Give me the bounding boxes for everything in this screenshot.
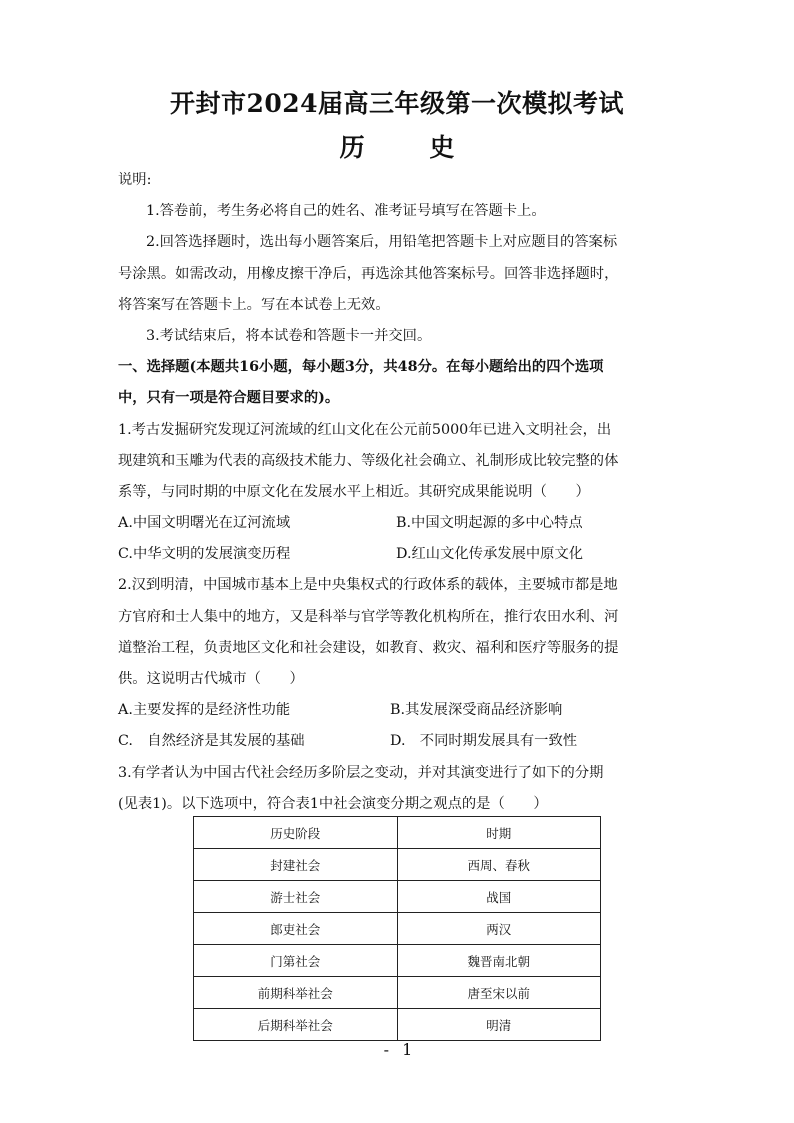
question-3-text: (见表1)。以下选项中，符合表1中社会演变分期之观点的是（ ）: [118, 795, 548, 812]
question-2-text: 道整治工程，负责地区文化和社会建设，如教育、救灾、福利和医疗等服务的提: [118, 639, 619, 656]
table-header-cell: 时期: [397, 817, 601, 849]
table-cell: 游士社会: [194, 881, 398, 913]
question-2-text: 2.汉到明清，中国城市基本上是中央集权式的行政体系的载体，主要城市都是地: [118, 577, 618, 594]
question-3-text: 3.有学者认为中国古代社会经历多阶层之变动，并对其演变进行了如下的分期: [118, 764, 604, 781]
instructions-label: 说明:: [118, 172, 152, 188]
table-row: [194, 881, 601, 913]
option-b: B.中国文明起源的多中心特点: [396, 515, 583, 532]
table-row: [194, 977, 601, 1009]
option-d: D.红山文化传承发展中原文化: [396, 546, 584, 563]
table-cell: 前期科举社会: [194, 977, 398, 1009]
table-row: [194, 849, 601, 881]
question-2-options-row: [118, 726, 686, 757]
question-1-options-row: [118, 539, 686, 570]
table-header-cell: 历史阶段: [194, 817, 398, 849]
table-header-row: [194, 817, 601, 849]
table-cell: 两汉: [397, 913, 601, 945]
page-number: - 1: [383, 1040, 417, 1059]
table-cell: 战国: [397, 881, 601, 913]
table-cell: 魏晋南北朝: [397, 945, 601, 977]
option-d: D. 不同时期发展具有一致性: [390, 733, 578, 750]
option-a: A.中国文明曙光在辽河流域: [118, 515, 291, 532]
instruction-line: 3.考试结束后，将本试卷和答题卡一并交回。: [146, 327, 432, 344]
instruction-line: 将答案写在答题卡上。写在本试卷上无效。: [118, 296, 390, 313]
table-cell: 封建社会: [194, 849, 398, 881]
instruction-line: 1.答卷前，考生务必将自己的姓名、准考证号填写在答题卡上。: [146, 203, 546, 220]
table-row: [194, 945, 601, 977]
instruction-line: 号涂黑。如需改动，用橡皮擦干净后，再选涂其他答案标号。回答非选择题时，: [118, 265, 619, 282]
exam-content: [118, 165, 686, 820]
table-cell: 明清: [397, 1009, 601, 1041]
question-1-text: 现建筑和玉雕为代表的高级技术能力、等级化社会确立、礼制形成比较完整的体: [118, 452, 619, 469]
question-2-options-row: [118, 695, 686, 726]
table-cell: 唐至宋以前: [397, 977, 601, 1009]
question-2-text: 供。这说明古代城市（ ）: [118, 671, 304, 687]
option-b: B.其发展深受商品经济影响: [390, 702, 563, 719]
question-2-text: 方官府和士人集中的地方，又是科举与官学等教化机构所在，推行农田水利、河: [118, 608, 619, 625]
question-1-options-row: [118, 508, 686, 539]
table-row: [194, 1009, 601, 1041]
history-periods-table: [193, 816, 601, 1041]
table-cell: 西周、春秋: [397, 849, 601, 881]
option-c: C. 自然经济是其发展的基础: [118, 733, 305, 750]
option-a: A.主要发挥的是经济性功能: [118, 702, 291, 719]
subject-title: 历 史: [339, 133, 483, 162]
section-heading: 中，只有一项是符合题目要求的)。: [118, 390, 340, 407]
table-cell: 后期科举社会: [194, 1009, 398, 1041]
question-1-text: 系等，与同时期的中原文化在发展水平上相近。其研究成果能说明（ ）: [118, 483, 590, 500]
option-c: C.中华文明的发展演变历程: [118, 546, 291, 563]
table-row: [194, 913, 601, 945]
exam-title: 开封市2024届高三年级第一次模拟考试: [169, 89, 625, 118]
section-heading: 一、选择题(本题共16小题，每小题3分，共48分。在每小题给出的四个选项: [118, 359, 604, 376]
question-1-text: 1.考古发掘研究发现辽河流域的红山文化在公元前5000年已进入文明社会，出: [118, 421, 612, 438]
table-cell: 郎吏社会: [194, 913, 398, 945]
instruction-line: 2.回答选择题时，选出每小题答案后，用铅笔把答题卡上对应题目的答案标: [146, 234, 618, 251]
table-cell: 门第社会: [194, 945, 398, 977]
